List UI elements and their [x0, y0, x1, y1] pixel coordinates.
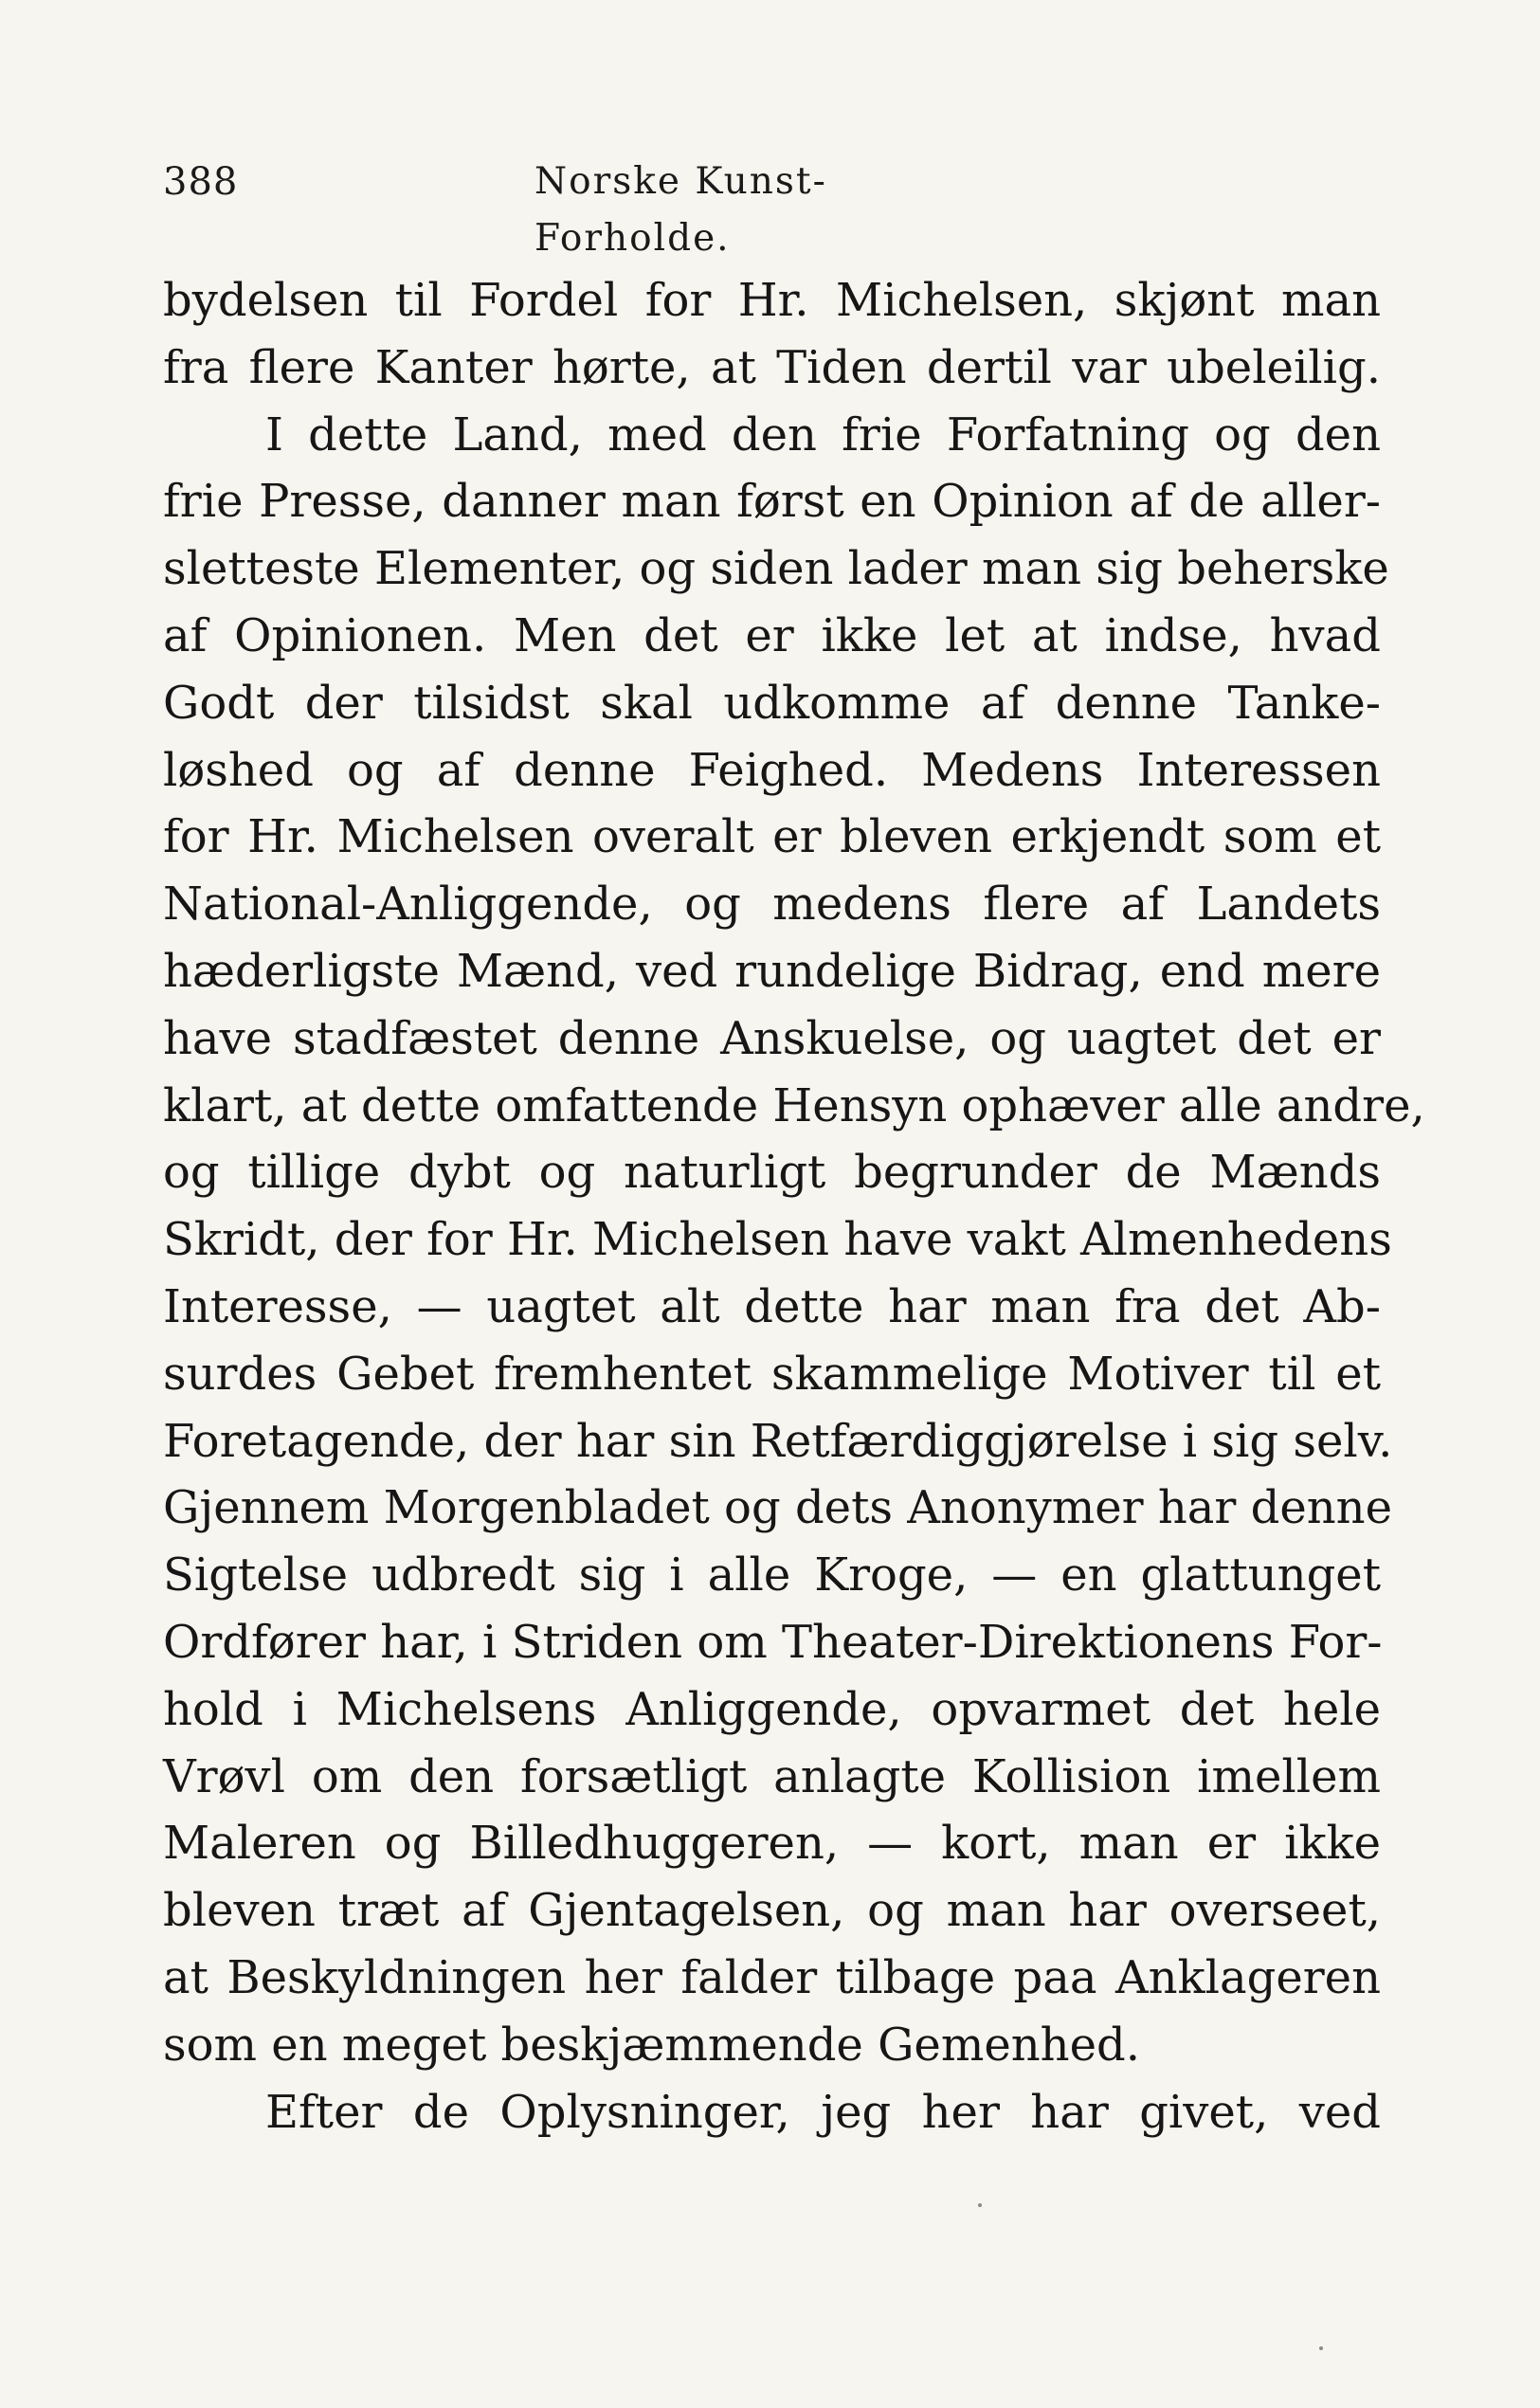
text-line: Ordfører har, i Striden om Theater-Direktionens For- — [163, 1615, 1383, 1669]
text-line: frie Presse, danner man først en Opinion af de aller- — [163, 475, 1381, 529]
text-line: sletteste Elementer, og siden lader man sig beherske — [163, 542, 1389, 596]
text-line-paragraph-start: I dette Land, med den frie Forfatning og den — [265, 407, 1381, 462]
text-line: for Hr. Michelsen overalt er bleven erkjendt som et — [163, 810, 1381, 864]
text-line: bydelsen til Fordel for Hr. Michelsen, skjønt man — [163, 274, 1381, 327]
text-line: bleven træt af Gjentagelsen, og man har overseet, — [163, 1884, 1381, 1938]
text-line: National-Anliggende, og medens flere af Landets — [163, 878, 1381, 932]
text-line: Gjennem Morgenbladet og dets Anonymer har denne — [163, 1481, 1392, 1535]
text-line: løshed og af denne Feighed. Medens Interessen — [163, 743, 1381, 797]
text-line: Foretagende, der har sin Retfærdiggjørelse i sig selv. — [163, 1414, 1393, 1468]
text-line: Sigtelse udbredt sig i alle Kroge, — en glattunget — [163, 1548, 1381, 1602]
text-line: at Beskyldningen her falder tilbage paa Anklageren — [163, 1950, 1381, 2004]
page-header-title: Norske Kunst-Forholde. — [534, 160, 827, 260]
text-line: Maleren og Billedhuggeren, — kort, man er ikke — [163, 1817, 1381, 1871]
body-text — [163, 267, 1425, 2145]
paper-speck — [1319, 2346, 1323, 2350]
text-line: hæderligste Mænd, ved rundelige Bidrag, end mere — [163, 944, 1381, 998]
text-line: Skridt, der for Hr. Michelsen have vakt Almenhedens — [163, 1213, 1392, 1267]
running-head — [163, 154, 1016, 260]
page-number: 388 — [163, 160, 239, 204]
text-line: hold i Michelsens Anliggende, opvarmet det hele — [163, 1682, 1381, 1736]
text-line: og tillige dybt og naturligt begrunder de Mænds — [163, 1146, 1381, 1200]
paper-speck — [978, 2203, 982, 2207]
text-line-paragraph-end: som en meget beskjæmmende Gemenhed. — [163, 2018, 1140, 2072]
text-line: Vrøvl om den forsætligt anlagte Kollision imellem — [163, 1749, 1381, 1803]
text-line: Godt der tilsidst skal udkomme af denne Tanke- — [163, 676, 1381, 730]
text-line: Interesse, — uagtet alt dette har man fra det Ab- — [163, 1279, 1381, 1333]
text-line: have stadfæstet denne Anskuelse, og uagtet det er — [163, 1011, 1381, 1065]
text-line-paragraph-start: Efter de Oplysninger, jeg her har givet, ved — [265, 2085, 1381, 2139]
text-line: klart, at dette omfattende Hensyn ophæver alle andre, — [163, 1078, 1425, 1132]
text-line: af Opinionen. Men det er ikke let at indse, hvad — [163, 608, 1381, 662]
text-line: surdes Gebet fremhentet skammelige Motiver til et — [163, 1347, 1381, 1401]
text-line: fra flere Kanter hørte, at Tiden dertil var ubeleilig. — [163, 340, 1381, 394]
